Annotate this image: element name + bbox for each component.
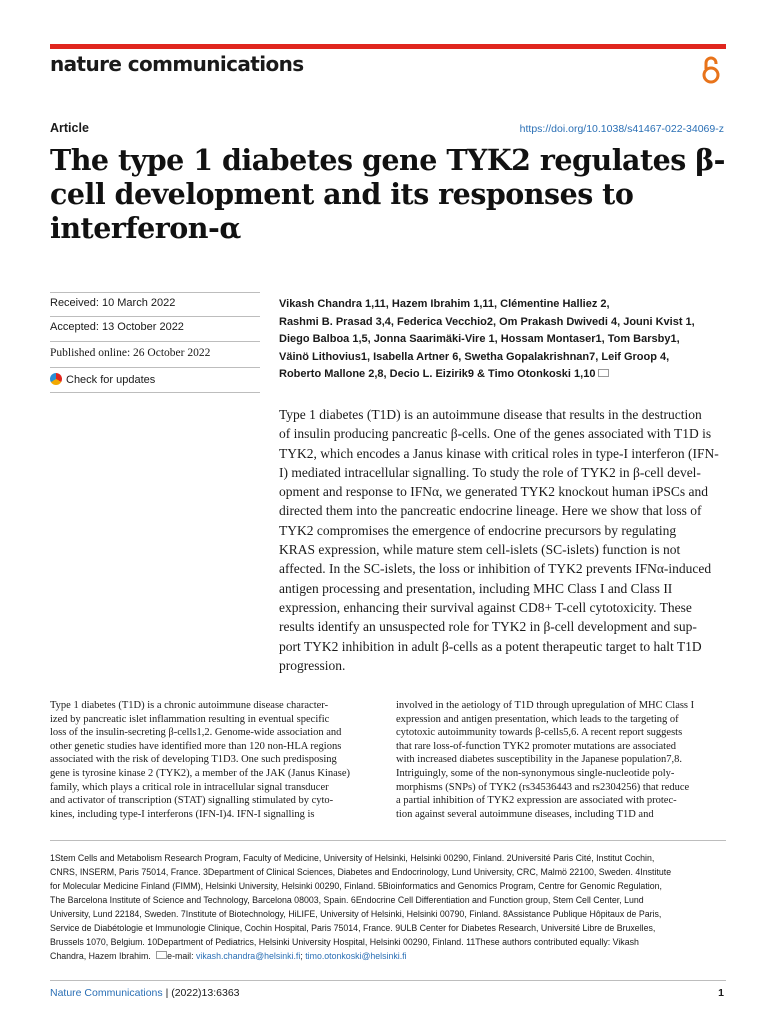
footnote-line: Service de Diabétologie et Immunologie Clinique, Cochin Hospital, Paris 75014, France. 9ULB Center for Diabetes Research, Université Libre de Bruxelles, (50, 923, 656, 933)
footer-citation (50, 987, 240, 999)
body-line: ized by pancreatic islet inflammation resulting in eventual specific (50, 713, 330, 725)
footnote-line: 1Stem Cells and Metabolism Research Program, Faculty of Medicine, University of Helsinki, Helsinki 00290, Finland. 2Université Paris Cité, Institut Cochin, (50, 853, 655, 863)
body-line: involved in the aetiology of T1D through upregulation of MHC Class I (396, 700, 695, 711)
author-list (279, 296, 729, 384)
abstract-line: TYK2 compromises the emergence of endocrine precursors by regulating (279, 522, 677, 538)
body-line: Intriguingly, some of the non-synonymous single-nucleotide poly- (396, 767, 675, 779)
meta-divider (50, 292, 260, 293)
email-separator: ; (300, 951, 303, 961)
author-line[interactable]: Vikash Chandra 1,11, Hazem Ibrahim 1,11, Clémentine Halliez 2, (279, 298, 610, 310)
body-line: with increased diabetes susceptibility in the Japanese population7,8. (396, 754, 683, 766)
abstract-line: of insulin producing pancreatic β-cells. One of the genes associated with T1D is (279, 426, 712, 442)
title-line: cell development and its responses to (50, 177, 634, 211)
header-accent-bar (50, 44, 726, 49)
meta-divider (50, 367, 260, 368)
doi-link[interactable]: https://doi.org/10.1038/s41467-022-34069-z (519, 123, 724, 135)
abstract-line: TYK2, which encodes a Janus kinase with critical roles in type-I interferon (IFN- (279, 445, 719, 461)
abstract-line: I) mediated intracellular signalling. To study the role of TYK2 in β-cell devel- (279, 464, 701, 480)
body-line: loss of the insulin-secreting β-cells1,2. Genome-wide association and (50, 727, 342, 739)
footer-citation-text: | (2022)13:6363 (165, 987, 240, 999)
abstract-line: KRAS expression, while mature stem cell-islets (SC-islets) function is not (279, 542, 681, 558)
title-line: The type 1 diabetes gene TYK2 regulates β- (50, 143, 726, 177)
body-line: and activator of transcription (STAT) signalling stimulated by cyto- (50, 795, 334, 807)
body-line: associated with the risk of developing T1D3. One such predisposing (50, 754, 337, 766)
body-line: a partial inhibition of TYK2 expression are associated with protec- (396, 795, 677, 807)
abstract-line: directed them into the pancreatic endocrine lineage. Here we show that loss of (279, 503, 702, 519)
open-access-icon (700, 54, 722, 86)
received-date: Received: 10 March 2022 (50, 297, 176, 309)
abstract-line: progression. (279, 657, 346, 673)
body-column-right (396, 699, 727, 821)
footnote-divider (50, 840, 726, 841)
body-line: gene is tyrosine kinase 2 (TYK2), a member of the JAK (Janus Kinase) (50, 767, 351, 779)
footnote-line: The Barcelona Institute of Science and Technology, Barcelona 08003, Spain. 6Endocrine Cell Differentiation and Function group, Stem Cell Center, Lund (50, 895, 644, 905)
body-line: tion against several autoimmune diseases, including T1D and (396, 808, 654, 820)
footnote-prefix: Chandra, Hazem Ibrahim. (50, 951, 151, 961)
title-line: interferon-α (50, 211, 241, 245)
abstract-line: opment and response to IFNα, we generated TYK2 knockout human iPSCs and (279, 484, 709, 500)
check-updates-icon (50, 373, 62, 385)
footnote-line (50, 949, 726, 963)
body-line: morphisms (SNPs) of TYK2 (rs34536443 and rs2304256) that reduce (396, 781, 690, 793)
footnote-line: CNRS, INSERM, Paris 75014, France. 3Department of Clinical Sciences, Diabetes and Endocrinology, Lund University, CRC, Malmö 22100, Sweden. 4Institute (50, 867, 672, 877)
meta-divider (50, 392, 260, 393)
abstract-line: Type 1 diabetes (T1D) is an autoimmune disease that results in the destruction (279, 407, 702, 422)
email-icon (156, 951, 167, 959)
body-line: Type 1 diabetes (T1D) is a chronic autoimmune disease character- (50, 700, 329, 711)
abstract (279, 405, 727, 675)
author-line[interactable] (279, 366, 729, 384)
abstract-line: affected. In the SC-islets, the loss or inhibition of TYK2 prevents IFNα-induced (279, 561, 712, 577)
email-link-otonkoski[interactable]: timo.otonkoski@helsinki.fi (305, 951, 407, 961)
body-line: other genetic studies have identified more than 120 non-HLA regions (50, 740, 342, 752)
abstract-line: expression, enhancing their survival against CD8+ T-cell cytotoxicity. These (279, 599, 692, 615)
body-line: cytotoxic autoimmunity towards β-cells5,6. A recent report suggests (396, 727, 683, 739)
article-type-label: Article (50, 121, 89, 135)
check-updates-button[interactable] (50, 373, 260, 386)
footnote-line: Brussels 1070, Belgium. 10Department of Pediatrics, Helsinki University Hospital, Helsinki 00290, Finland. 11These authors contributed equally: Vikash (50, 937, 639, 947)
body-line: that rare loss-of-function TYK2 promoter mutations are associated (396, 740, 677, 752)
body-column-left (50, 699, 381, 821)
body-line: expression and antigen presentation, which leads to the targeting of (396, 713, 679, 725)
author-line[interactable]: Väinö Lithovius1, Isabella Artner 6, Swetha Gopalakrishnan7, Leif Groop 4, (279, 350, 670, 363)
body-line: family, which plays a critical role in intracellular signal transducer (50, 781, 329, 793)
abstract-line: antigen processing and presentation, including MHC Class I and Class II (279, 580, 673, 596)
footer-journal-link[interactable]: Nature Communications (50, 987, 163, 999)
author-line-text: Roberto Mallone 2,8, Decio L. Eizirik9 & Timo Otonkoski 1,10 (279, 368, 596, 381)
author-line[interactable]: Rashmi B. Prasad 3,4, Federica Vecchio2, Om Prakash Dwivedi 4, Jouni Kvist 1, (279, 315, 695, 328)
page-number: 1 (718, 987, 724, 999)
email-label: e-mail: (167, 951, 194, 961)
published-date: Published online: 26 October 2022 (50, 347, 211, 359)
article-title (50, 143, 726, 245)
journal-name[interactable]: nature communications (50, 52, 304, 76)
abstract-line: results identify an unsuspected role for TYK2 in β-cell development and sup- (279, 619, 697, 635)
meta-divider (50, 316, 260, 317)
body-line: kines, including type-I interferons (IFN-I)4. IFN-I signalling is (50, 808, 315, 820)
abstract-line: port TYK2 inhibition in adult β-cells as a potent therapeutic target to halt T1D (279, 638, 702, 654)
check-updates-label: Check for updates (66, 374, 156, 386)
email-icon[interactable] (598, 369, 609, 377)
footnote-line: University, Lund 22184, Sweden. 7Institute of Biotechnology, HiLIFE, University of Helsinki, Helsinki 00790, Finland. 8Assistance Publique Hôpitaux de Paris, (50, 909, 662, 919)
accepted-date: Accepted: 13 October 2022 (50, 321, 184, 333)
footer-divider (50, 980, 726, 981)
meta-divider (50, 341, 260, 342)
author-line[interactable]: Diego Balboa 1,5, Jonna Saarimäki-Vire 1, Hossam Montaser1, Tom Barsby1, (279, 333, 680, 346)
footnote-line: for Molecular Medicine Finland (FIMM), Helsinki University, Helsinki 00290, Finland. 5Bioinformatics and Genomics Program, Centre for Genomic Regulation, (50, 881, 662, 891)
email-link-chandra[interactable]: vikash.chandra@helsinki.fi (196, 951, 301, 961)
affiliations-footnote (50, 851, 726, 963)
